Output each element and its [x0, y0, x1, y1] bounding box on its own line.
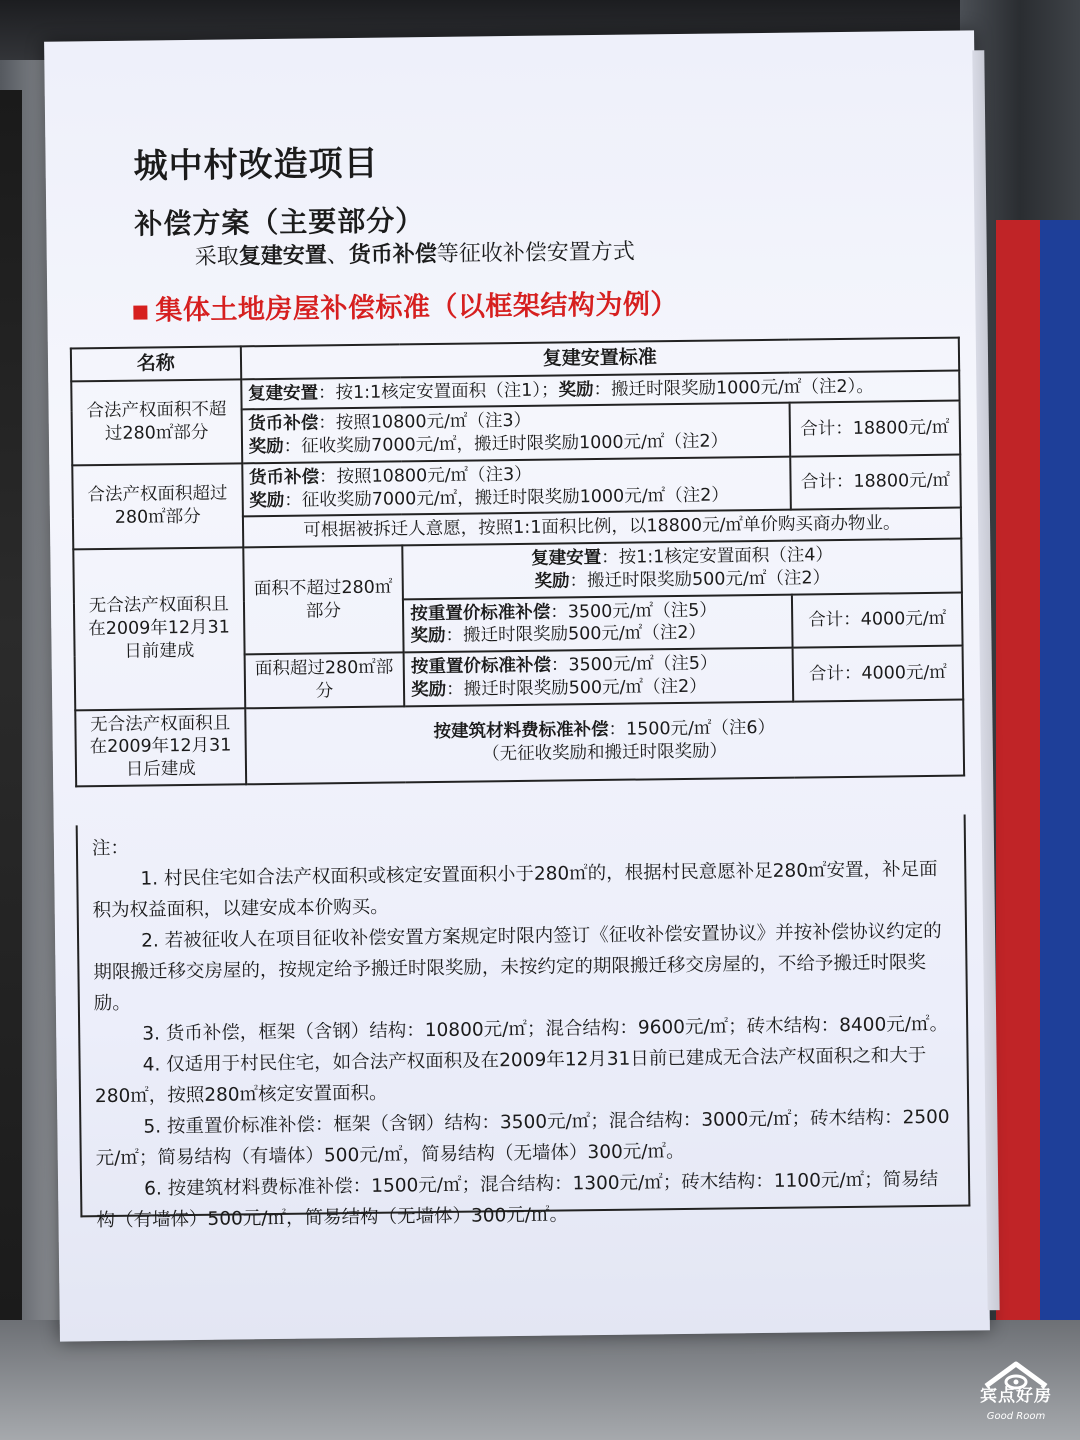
row4-t2: （无征收奖励和搬迁时限奖励） [482, 741, 728, 765]
row2-money-k2: 奖励 [249, 490, 285, 511]
compensation-table [70, 337, 965, 788]
background-left-stripe [0, 90, 22, 1440]
row1-money-t2: ：征收奖励7000元/㎡，搬迁时限奖励1000元/㎡（注2） [283, 431, 729, 458]
intro-line [195, 235, 635, 271]
section-heading [133, 282, 678, 328]
row1-k1: 复建安置 [247, 383, 319, 404]
notes-label: 注： [91, 837, 130, 860]
row1-t2: ：搬迁时限奖励1000元/㎡（注2）。 [593, 376, 874, 400]
row1-money-t1: ：按照10800元/㎡（注3） [318, 411, 532, 434]
red-square-bullet-icon [133, 305, 147, 319]
row1-money-k2: 奖励 [248, 437, 284, 458]
row3-s1b-t1: ：3500元/㎡（注5） [550, 600, 717, 623]
row3-sub2: 面积超过280㎡部分 [244, 653, 404, 708]
row3-s1b-k1: 按重置价标准补偿 [410, 602, 551, 624]
note-5: 5. 按重置价标准补偿：框架（含钢）结构：3500元/㎡；混合结构：3000元/㎡；砖木结构：2500元/㎡；简易结构（有墙体）500元/㎡，简易结构（无墙体）300元/㎡。 [95, 1106, 950, 1170]
watermark-text: 宾点好房 [980, 1386, 1052, 1406]
row3-sub2-replace [404, 648, 793, 706]
row3-sub1-resettle [402, 539, 961, 599]
row3-s2-k2: 奖励 [411, 679, 447, 701]
row3-sub1-replace [403, 594, 792, 652]
row4-name: 无合法产权面积且在2009年12月31日后建成 [75, 708, 246, 786]
background-red-stripe [996, 220, 1040, 1440]
row2-money [242, 457, 791, 517]
row1-total: 合计：18800元/㎡ [790, 401, 961, 457]
table-row [75, 699, 964, 786]
row2-money-t2: ：征收奖励7000元/㎡，搬迁时限奖励1000元/㎡（注2） [284, 485, 729, 511]
row1-money [241, 403, 790, 463]
row3-s2-k1: 按重置价标准补偿 [410, 655, 552, 678]
row4-t1: ：1500元/㎡（注6） [608, 717, 776, 740]
row3-s2-t2: ：搬迁时限奖励500元/㎡（注2） [446, 676, 707, 700]
section-heading-text: 集体土地房屋补偿标准（以框架结构为例） [155, 289, 679, 327]
row3-s1b-t2: ：搬迁时限奖励500元/㎡（注2） [445, 623, 707, 647]
row2-money-k1: 货币补偿 [248, 467, 320, 489]
note-4: 4. 仅适用于村民住宅，如合法产权面积及在2009年12月31日前已建成无合法产权面积之和大于280㎡，按照280㎡核定安置面积。 [94, 1045, 927, 1108]
intro-bold-1: 复建安置 [238, 243, 327, 270]
row2-name: 合法产权面积超过280㎡部分 [72, 463, 243, 549]
row1-name: 合法产权面积不超过280㎡部分 [71, 379, 242, 465]
row3-s1-t1: ：按1:1核定安置面积（注4） [601, 545, 834, 569]
note-6: 6. 按建筑材料费标准补偿：1500元/㎡；混合结构：1300元/㎡；砖木结构：1100元/㎡；简易结构（有墙体）500元/㎡，简易结构（无墙体）300元/㎡。 [96, 1168, 939, 1232]
row3-name: 无合法产权面积且在2009年12月31日前建成 [73, 548, 245, 711]
row3-s1-t2: ：搬迁时限奖励500元/㎡（注2） [569, 568, 831, 592]
intro-bold-2: 货币补偿 [348, 241, 437, 269]
note-2: 2. 若被征收人在项目征收补偿安置方案规定时限内签订《征收补偿安置协议》并按补偿协议约定的期限搬迁移交房屋的，按规定给予搬迁时限奖励，未按约定的期限搬迁移交房屋的，不给予搬迁时限奖励。 [93, 920, 942, 1015]
page-subtitle: 补偿方案（主要部分） [134, 204, 425, 241]
row2-extra: 可根据被拆迁人意愿，按照1:1面积比例，以18800元/㎡单价购买商办物业。 [243, 508, 962, 548]
row3-s1-k1: 复建安置 [531, 548, 602, 570]
row3-sub1: 面积不超过280㎡部分 [243, 546, 404, 655]
row4-k1: 按建筑材料费标准补偿 [433, 719, 609, 743]
header-name: 名称 [71, 346, 241, 381]
row1-t1: ：按1:1核定安置面积（注1）； [317, 380, 559, 404]
row4-standard [245, 699, 964, 784]
note-1: 1. 村民住宅如合法产权面积或核定安置面积小于280㎡的，根据村民意愿补足280㎡安置，补足面积为权益面积，以建安成本价购买。 [92, 858, 938, 922]
watermark-subtext: Good Room [986, 1411, 1046, 1422]
row3-s1-k2: 奖励 [534, 571, 570, 592]
note-3: 3. 货币补偿，框架（含钢）结构：10800元/㎡；混合结构：9600元/㎡；砖木结构：8400元/㎡。 [142, 1013, 949, 1045]
row2-money-t1: ：按照10800元/㎡（注3） [318, 464, 532, 488]
intro-prefix: 采取 [194, 244, 239, 270]
row2-total: 合计：18800元/㎡ [790, 455, 961, 511]
notes-box [76, 815, 971, 1232]
page-title: 城中村改造项目 [133, 143, 379, 187]
row3-sub2-total: 合计：4000元/㎡ [793, 646, 964, 702]
header-standard: 复建安置标准 [240, 338, 959, 379]
row3-sub1-total: 合计：4000元/㎡ [792, 592, 963, 648]
row1-k2: 奖励 [558, 379, 594, 401]
paper-sheet [44, 30, 990, 1341]
intro-suffix: 等征收补偿安置方式 [436, 239, 635, 267]
row1-money-k1: 货币补偿 [248, 413, 319, 435]
row3-s2-t1: ：3500元/㎡（注5） [550, 653, 718, 676]
background-blue-stripe [1040, 220, 1080, 1440]
row3-s1b-k2: 奖励 [410, 626, 446, 647]
intro-sep: 、 [326, 243, 349, 269]
